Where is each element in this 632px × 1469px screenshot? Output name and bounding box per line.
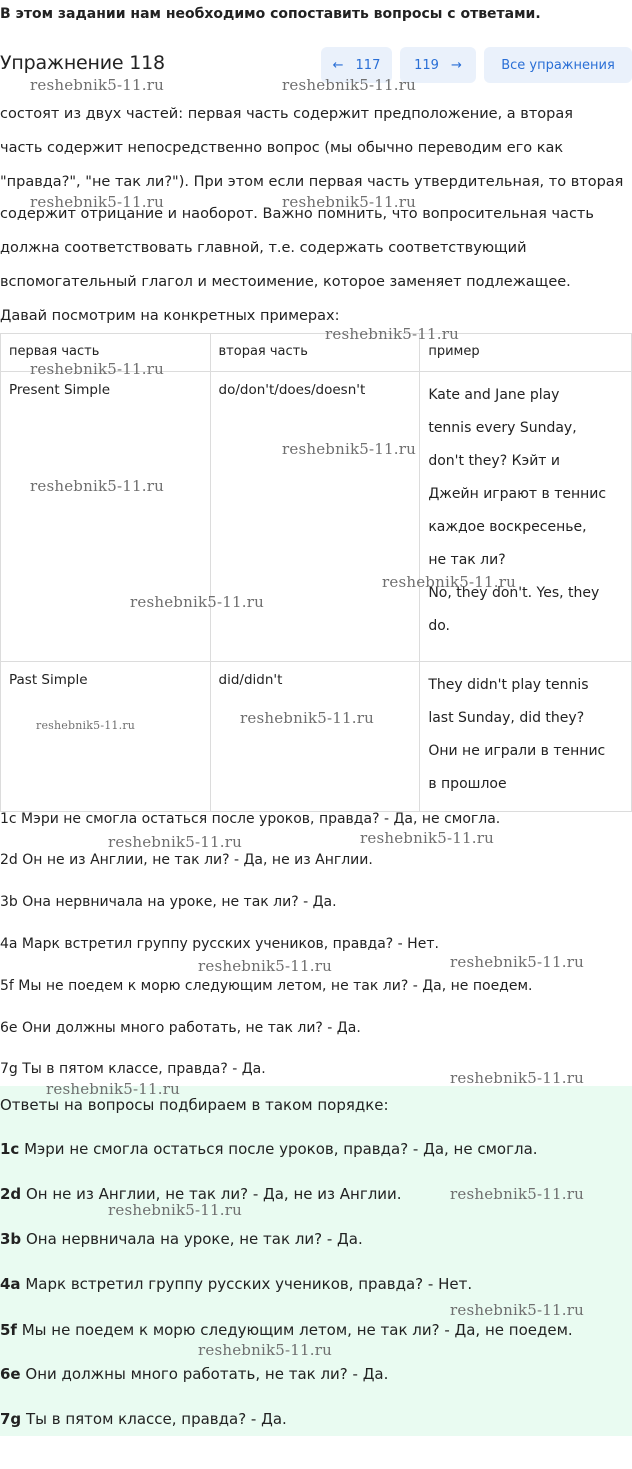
watermark: reshebnik5-11.ru <box>30 477 164 495</box>
watermark: reshebnik5-11.ru <box>198 1341 332 1359</box>
watermark: reshebnik5-11.ru <box>46 1080 180 1098</box>
watermark: reshebnik5-11.ru <box>30 360 164 378</box>
task-line: 6e Они должны много работать, не так ли? - Да. <box>0 1020 361 1036</box>
arrow-right-icon: → <box>450 57 462 73</box>
column-header: первая часть <box>1 334 211 372</box>
watermark: reshebnik5-11.ru <box>36 719 136 732</box>
intro-line: состоят из двух частей: первая часть содержит предположение, а вторая <box>0 106 573 122</box>
intro-line: Давай посмотрим на конкретных примерах: <box>0 308 340 324</box>
example-line: They didn't play tennis <box>428 677 589 693</box>
watermark: reshebnik5-11.ru <box>450 1069 584 1087</box>
table-cell-example <box>420 372 632 662</box>
table-row <box>1 662 632 812</box>
all-exercises-button[interactable]: Все упражнения <box>484 47 632 83</box>
watermark: reshebnik5-11.ru <box>450 1301 584 1319</box>
answer-text: Мы не поедем к морю следующим летом, не так ли? - Да, не поедем. <box>16 1321 573 1339</box>
watermark: reshebnik5-11.ru <box>240 709 374 727</box>
example-line: No, they don't. Yes, they <box>428 585 600 601</box>
answer-item <box>0 1410 287 1428</box>
watermark: reshebnik5-11.ru <box>360 829 494 847</box>
task-line: 2d Он не из Англии, не так ли? - Да, не из Англии. <box>0 852 373 868</box>
top-note: В этом задании нам необходимо сопоставить вопросы с ответами. <box>0 6 541 22</box>
table-cell-first: Present Simple <box>1 372 211 662</box>
answer-code: 2d <box>0 1185 22 1203</box>
intro-line: содержит отрицание и наоборот. Важно помнить, что вопросительная часть <box>0 206 594 222</box>
answer-code: 3b <box>0 1230 22 1248</box>
watermark: reshebnik5-11.ru <box>108 833 242 851</box>
exercise-title: Упражнение 118 <box>0 52 165 74</box>
example-line: Kate and Jane play <box>428 387 560 403</box>
example-line: don't they? Кэйт и <box>428 453 561 469</box>
answer-text: Марк встретил группу русских учеников, правда? - Нет. <box>20 1275 473 1293</box>
answer-text: Они должны много работать, не так ли? - Да. <box>20 1365 389 1383</box>
example-line: Они не играли в теннис <box>428 743 606 759</box>
watermark: reshebnik5-11.ru <box>450 1185 584 1203</box>
watermark: reshebnik5-11.ru <box>282 193 416 211</box>
watermark: reshebnik5-11.ru <box>282 76 416 94</box>
grammar-table <box>0 333 632 812</box>
watermark: reshebnik5-11.ru <box>382 573 516 591</box>
task-line: 3b Она нервничала на уроке, не так ли? - Да. <box>0 894 337 910</box>
column-header: вторая часть <box>210 334 420 372</box>
intro-line: часть содержит непосредственно вопрос (мы обычно переводим его как <box>0 140 564 156</box>
example-line: не так ли? <box>428 552 506 568</box>
answer-text: Она нервничала на уроке, не так ли? - Да. <box>21 1230 363 1248</box>
answer-item <box>0 1321 573 1339</box>
watermark: reshebnik5-11.ru <box>198 957 332 975</box>
example-line: tennis every Sunday, <box>428 420 577 436</box>
answer-code: 6e <box>0 1365 21 1383</box>
answer-code: 1c <box>0 1140 20 1158</box>
answer-code: 4a <box>0 1275 21 1293</box>
answer-text: Мэри не смогла остаться после уроков, правда? - Да, не смогла. <box>19 1140 538 1158</box>
example-line: в прошлое <box>428 776 507 792</box>
watermark: reshebnik5-11.ru <box>130 593 264 611</box>
answer-text: Ты в пятом классе, правда? - Да. <box>21 1410 287 1428</box>
table-row <box>1 372 632 662</box>
example-line: do. <box>428 618 450 634</box>
watermark: reshebnik5-11.ru <box>30 76 164 94</box>
watermark: reshebnik5-11.ru <box>282 440 416 458</box>
watermark: reshebnik5-11.ru <box>325 325 459 343</box>
intro-line: должна соответствовать главной, т.е. содержать соответствующий <box>0 240 527 256</box>
answer-code: 7g <box>0 1410 22 1428</box>
task-line: 5f Мы не поедем к морю следующим летом, не так ли? - Да, не поедем. <box>0 978 533 994</box>
answers-intro: Ответы на вопросы подбираем в таком порядке: <box>0 1096 389 1114</box>
watermark: reshebnik5-11.ru <box>108 1201 242 1219</box>
answer-item <box>0 1230 363 1248</box>
table-cell-example <box>420 662 632 812</box>
table-cell-first: Past Simple <box>1 662 211 812</box>
answers-panel <box>0 1086 632 1436</box>
column-header: пример <box>420 334 632 372</box>
intro-line: вспомогательный глагол и местоимение, которое заменяет подлежащее. <box>0 274 571 290</box>
answer-text: Он не из Англии, не так ли? - Да, не из Англии. <box>21 1185 402 1203</box>
answer-item <box>0 1140 538 1158</box>
arrow-left-icon: ← <box>332 57 344 73</box>
task-line: 7g Ты в пятом классе, правда? - Да. <box>0 1061 266 1077</box>
task-line: 4a Марк встретил группу русских учеников, правда? - Нет. <box>0 936 439 952</box>
intro-line: "правда?", "не так ли?"). При этом если первая часть утвердительная, то вторая <box>0 174 624 190</box>
example-line: last Sunday, did they? <box>428 710 585 726</box>
table-cell-second: did/didn't <box>210 662 420 812</box>
prev-exercise-label: 117 <box>355 57 381 73</box>
answer-item <box>0 1365 388 1383</box>
answer-code: 5f <box>0 1321 17 1339</box>
example-line: каждое воскресенье, <box>428 519 587 535</box>
watermark: reshebnik5-11.ru <box>450 953 584 971</box>
next-exercise-label: 119 <box>414 57 439 73</box>
answer-item <box>0 1275 472 1293</box>
task-line: 1c Мэри не смогла остаться после уроков, правда? - Да, не смогла. <box>0 811 501 827</box>
example-line: Джейн играют в теннис <box>428 486 607 502</box>
table-cell-second: do/don't/does/doesn't <box>210 372 420 662</box>
watermark: reshebnik5-11.ru <box>30 193 164 211</box>
